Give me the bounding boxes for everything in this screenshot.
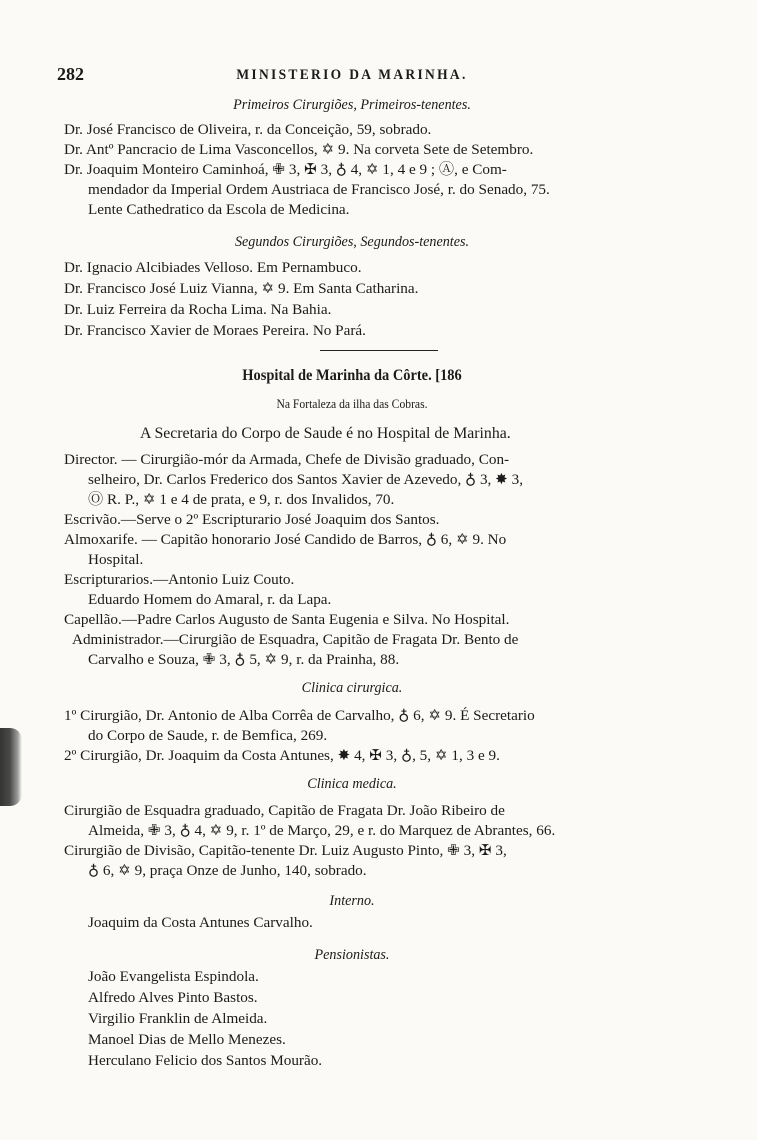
text-line: Administrador.—Cirurgião de Esquadra, Capitão de Fragata Dr. Bento de (72, 631, 519, 648)
page-number: 282 (57, 64, 84, 84)
hospital-title: Hospital de Marinha da Côrte. [186 (242, 367, 462, 384)
text-line: Director. — Cirurgião-mór da Armada, Chefe de Divisão graduado, Con- (64, 451, 510, 468)
text-line: ♁ 6, ✡ 9, praça Onze de Junho, 140, sobrado. (88, 862, 367, 879)
section-heading-primeiros-cirurgioes: Primeiros Cirurgiões, Primeiros-tenentes. (233, 96, 471, 113)
text-line: 2º Cirurgião, Dr. Joaquim da Costa Antunes, ✸ 4, ✠ 3, ♁, 5, ✡ 1, 3 e 9. (64, 747, 500, 764)
text-line: Lente Cathedratico da Escola de Medicina. (88, 201, 350, 218)
text-line: Dr. Ignacio Alcibiades Velloso. Em Pernambuco. (64, 259, 362, 276)
text-line: João Evangelista Espindola. (88, 968, 259, 985)
section-divider (320, 350, 438, 351)
section-heading-interno: Interno. (329, 892, 375, 909)
text-line: Joaquim da Costa Antunes Carvalho. (88, 914, 313, 931)
hospital-intro: A Secretaria do Corpo de Saude é no Hospital de Marinha. (140, 425, 511, 442)
binding-shadow (0, 728, 22, 806)
text-line: Cirurgião de Divisão, Capitão-tenente Dr. Luiz Augusto Pinto, ✙ 3, ✠ 3, (64, 842, 507, 859)
text-line: do Corpo de Saude, r. de Bemfica, 269. (88, 727, 328, 744)
text-line: 1º Cirurgião, Dr. Antonio de Alba Corrêa de Carvalho, ♁ 6, ✡ 9. É Secretario (64, 707, 535, 724)
text-line: Capellão.—Padre Carlos Augusto de Santa Eugenia e Silva. No Hospital. (64, 611, 510, 628)
text-line: Virgilio Franklin de Almeida. (88, 1010, 268, 1027)
hospital-subtitle: Na Fortaleza da ilha das Cobras. (276, 397, 428, 411)
running-title: MINISTERIO DA MARINHA. (236, 67, 468, 83)
section-heading-pensionistas: Pensionistas. (314, 946, 390, 963)
text-line: Dr. Joaquim Monteiro Caminhoá, ✙ 3, ✠ 3, ♁ 4, ✡ 1, 4 e 9 ; Ⓐ, e Com- (64, 161, 507, 178)
text-line: Manoel Dias de Mello Menezes. (88, 1031, 286, 1048)
text-line: selheiro, Dr. Carlos Frederico dos Santos Xavier de Azevedo, ♁ 3, ✸ 3, (88, 471, 524, 488)
text-line: Eduardo Homem do Amaral, r. da Lapa. (88, 591, 332, 608)
text-line: Dr. Francisco José Luiz Vianna, ✡ 9. Em Santa Catharina. (64, 280, 419, 297)
text-line: Herculano Felicio dos Santos Mourão. (88, 1052, 323, 1069)
text-line: Dr. Antº Pancracio de Lima Vasconcellos, ✡ 9. Na corveta Sete de Setembro. (64, 141, 534, 158)
text-line: Carvalho e Souza, ✙ 3, ♁ 5, ✡ 9, r. da Prainha, 88. (88, 651, 400, 668)
text-line: Almeida, ✙ 3, ♁ 4, ✡ 9, r. 1º de Março, 29, e r. do Marquez de Abrantes, 66. (88, 822, 556, 839)
text-line: Dr. José Francisco de Oliveira, r. da Conceição, 59, sobrado. (64, 121, 432, 138)
text-line: Alfredo Alves Pinto Bastos. (88, 989, 258, 1006)
text-line: Dr. Luiz Ferreira da Rocha Lima. Na Bahia. (64, 301, 332, 318)
text-line: Almoxarife. — Capitão honorario José Candido de Barros, ♁ 6, ✡ 9. No (64, 531, 507, 548)
text-line: Dr. Francisco Xavier de Moraes Pereira. No Pará. (64, 322, 366, 339)
text-line: Escrivão.—Serve o 2º Escripturario José Joaquim dos Santos. (64, 511, 440, 528)
text-line: Ⓞ R. P., ✡ 1 e 4 de prata, e 9, r. dos Invalidos, 70. (88, 491, 395, 508)
text-line: Hospital. (88, 551, 144, 568)
text-line: mendador da Imperial Ordem Austriaca de Francisco José, r. do Senado, 75. (88, 181, 550, 198)
text-line: Escripturarios.—Antonio Luiz Couto. (64, 571, 295, 588)
section-heading-clinica-medica: Clinica medica. (307, 775, 397, 792)
section-heading-segundos-cirurgioes: Segundos Cirurgiões, Segundos-tenentes. (234, 233, 470, 250)
section-heading-clinica-cirurgica: Clinica cirurgica. (301, 679, 403, 696)
text-line: Cirurgião de Esquadra graduado, Capitão de Fragata Dr. João Ribeiro de (64, 802, 505, 819)
